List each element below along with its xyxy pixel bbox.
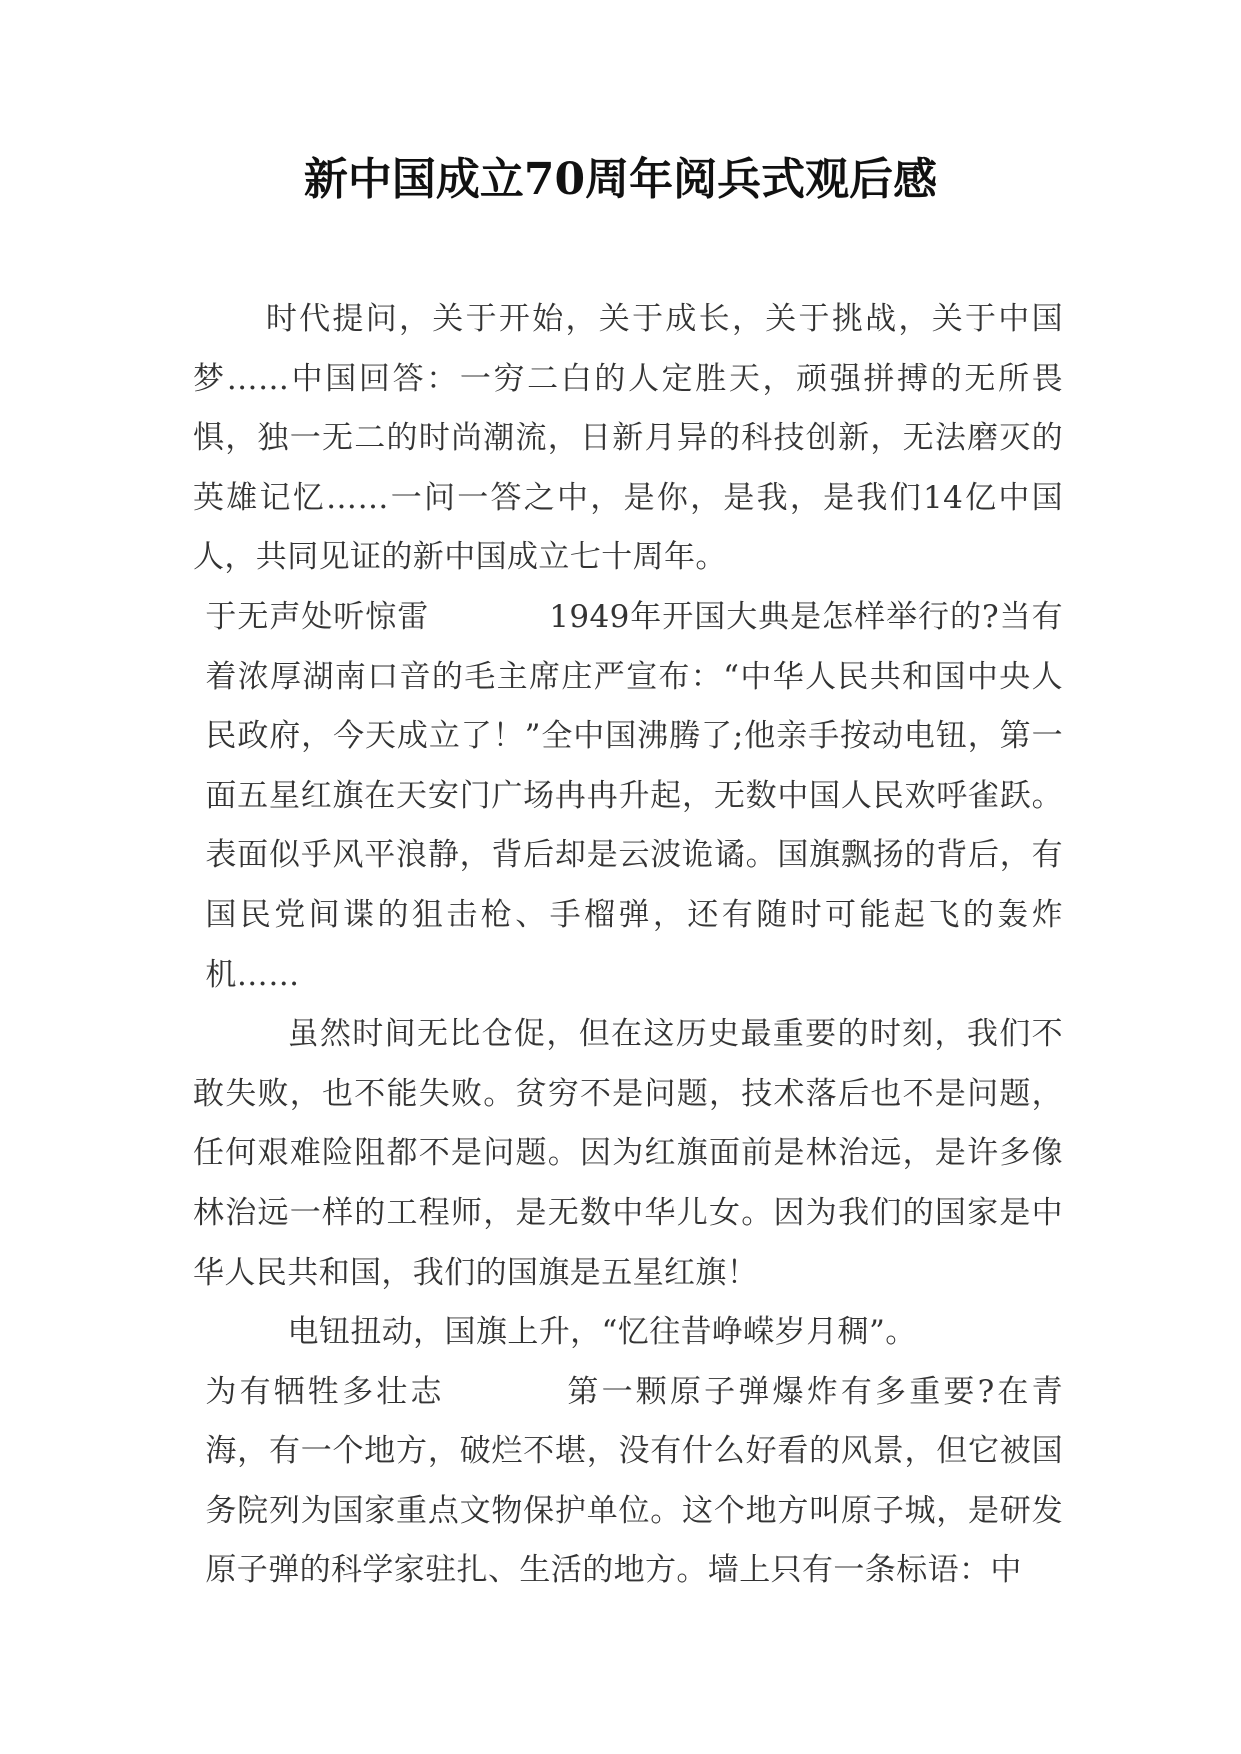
paragraph-text: 时代提问，关于开始，关于成长，关于挑战，关于中国梦……中国回答：一穷二白的人定胜天，顽强拼搏的无所畏惧，独一无二的时尚潮流，日新月异的科技创新，无法磨灭的英雄记忆……一问一答之中，是你，是我，是我们14亿中国人，共同见证的新中国成立七十周年。	[193, 301, 1063, 576]
section-heading: 于无声处听惊雷	[205, 598, 430, 635]
paragraph-text: 虽然时间无比仓促，但在这历史最重要的时刻，我们不敢失败，也不能失败。贫穷不是问题，技术落后也不是问题，任何艰难险阻都不是问题。因为红旗面前是林治远，是许多像林治远一样的工程师，是无数中华儿女。因为我们的国家是中华人民共和国，我们的国旗是五星红旗！	[193, 1016, 1063, 1291]
paragraph-section-2	[193, 1363, 1063, 1601]
paragraph-body-3	[193, 1303, 1063, 1363]
document-title: 新中国成立70周年阅兵式观后感	[303, 154, 938, 205]
document-body	[193, 290, 1063, 1601]
paragraph-body-2	[193, 1005, 1063, 1303]
paragraph-section-1	[193, 588, 1063, 1005]
paragraph-text: 第一颗原子弹爆炸有多重要?在青海，有一个地方，破烂不堪，没有什么好看的风景，但它被国务院列为国家重点文物保护单位。这个地方叫原子城，是研发原子弹的科学家驻扎、生活的地方。墙上只有一条标语：中	[205, 1373, 1063, 1589]
paragraph-text: 电钮扭动，国旗上升，“忆往昔峥嵘岁月稠”。	[287, 1314, 917, 1351]
paragraph-intro	[193, 290, 1063, 588]
paragraph-text: 1949年开国大典是怎样举行的?当有着浓厚湖南口音的毛主席庄严宣布：“中华人民共和国中央人民政府，今天成立了！”全中国沸腾了;他亲手按动电钮，第一面五星红旗在天安门广场冉冉升起，无数中国人民欢呼雀跃。表面似乎风平浪静，背后却是云波诡谲。国旗飘扬的背后，有国民党间谍的狙击枪、手榴弹，还有随时可能起飞的轰炸机……	[205, 598, 1063, 993]
section-heading: 为有牺牲多壮志	[205, 1373, 445, 1410]
